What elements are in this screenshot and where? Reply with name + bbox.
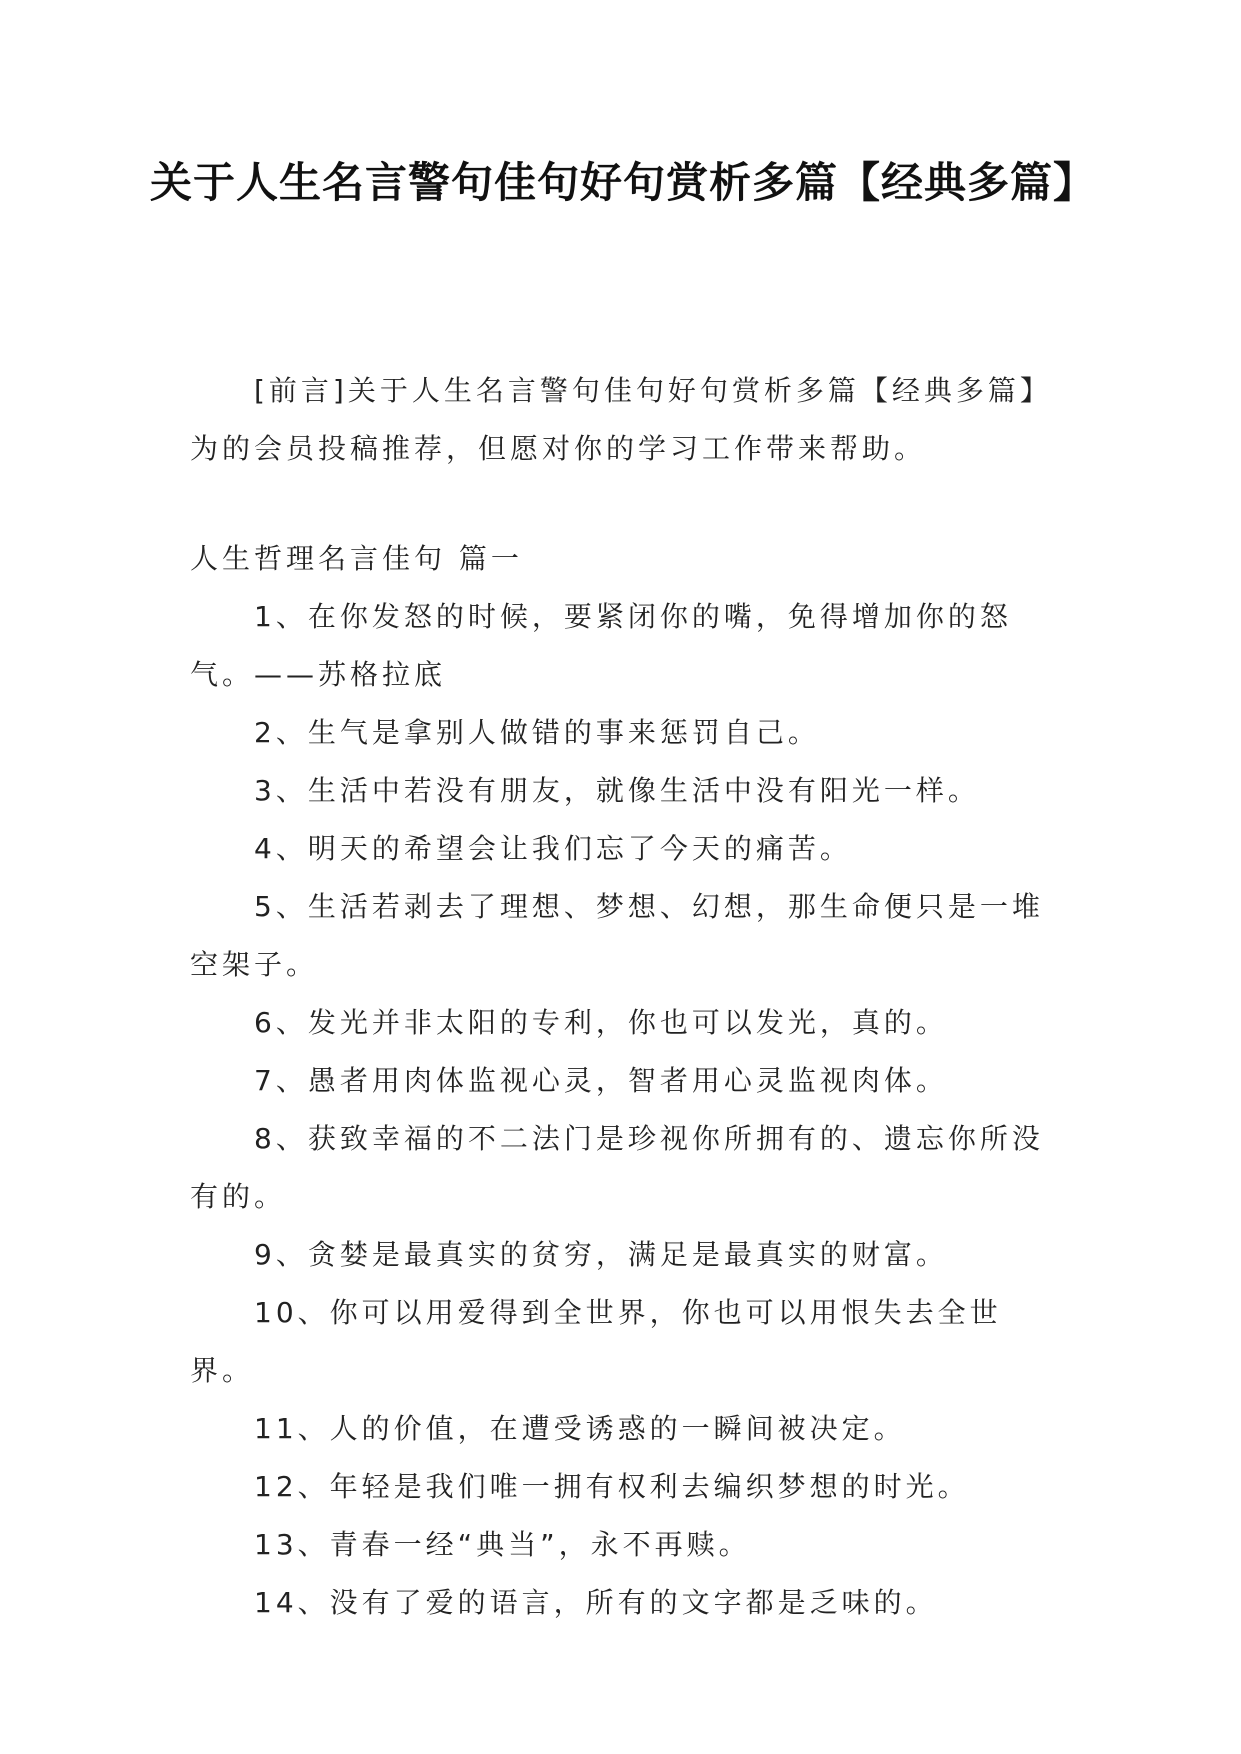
quote-item: 6、发光并非太阳的专利，你也可以发光，真的。 (254, 1006, 948, 1039)
quote-item: 12、年轻是我们唯一拥有权利去编织梦想的时光。 (254, 1470, 970, 1503)
quote-item: 9、贪婪是最真实的贫穷，满足是最真实的财富。 (254, 1238, 948, 1271)
section-heading: 人生哲理名言佳句 篇一 (190, 542, 523, 575)
quote-item: 2、生气是拿别人做错的事来惩罚自己。 (254, 716, 820, 749)
quote-list (190, 588, 1050, 1632)
quote-item: 11、人的价值，在遭受诱惑的一瞬间被决定。 (254, 1412, 906, 1445)
quote-item: 10、你可以用爱得到全世界，你也可以用恨失去全世界。 (190, 1296, 1002, 1387)
preface-paragraph: [前言]关于人生名言警句佳句好句赏析多篇【经典多篇】为的会员投稿推荐，但愿对你的学习工作带来帮助。 (190, 374, 1038, 465)
quote-item: 3、生活中若没有朋友，就像生活中没有阳光一样。 (254, 774, 980, 807)
document-title: 关于人生名言警句佳句好句赏析多篇【经典多篇】 (150, 158, 1097, 207)
quote-item: 13、青春一经“典当”，永不再赎。 (254, 1528, 751, 1561)
quote-item: 1、在你发怒的时候，要紧闭你的嘴，免得增加你的怒气。——苏格拉底 (190, 600, 1012, 691)
quote-item: 7、愚者用肉体监视心灵，智者用心灵监视肉体。 (254, 1064, 948, 1097)
quote-item: 4、明天的希望会让我们忘了今天的痛苦。 (254, 832, 852, 865)
quote-item: 8、获致幸福的不二法门是珍视你所拥有的、遗忘你所没有的。 (190, 1122, 1044, 1213)
quote-item: 5、生活若剥去了理想、梦想、幻想，那生命便只是一堆空架子。 (190, 890, 1044, 981)
quote-item: 14、没有了爱的语言，所有的文字都是乏味的。 (254, 1586, 938, 1619)
